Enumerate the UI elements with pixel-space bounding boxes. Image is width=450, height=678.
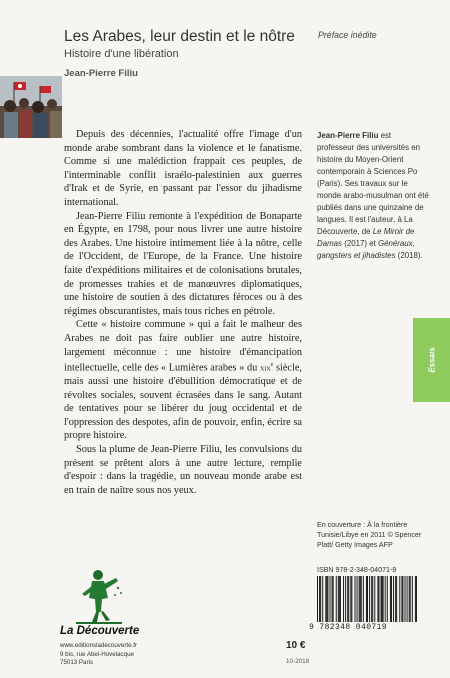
barcode-bar (319, 576, 320, 622)
barcode-bar (366, 576, 367, 622)
barcode-bar (402, 576, 403, 622)
barcode-bar (399, 576, 400, 622)
publisher-address (60, 642, 137, 668)
summary-text (64, 128, 302, 497)
barcode-bar (332, 576, 333, 622)
sower-logo-icon (68, 568, 130, 626)
barcode-bar (359, 576, 360, 622)
barcode-bar (345, 576, 346, 622)
barcode-bar (412, 576, 413, 622)
barcode-bar (378, 576, 379, 622)
collection-label: Essais (427, 347, 436, 373)
book-reference: Généraux, gangsters et jihadistes (317, 239, 415, 260)
barcode-bar (327, 576, 328, 622)
barcode-bar (357, 576, 358, 622)
barcode-bar (330, 576, 331, 622)
summary-paragraph: Sous la plume de Jean-Pierre Filiu, les convulsions du présent se prêtent alors à une autre lecture, remplie d'espoir : dans la tragédie, un nouveau monde arabe est en train de naître sous nos yeux. (64, 444, 302, 496)
barcode-bar (401, 576, 402, 622)
barcode-bar (322, 576, 323, 622)
barcode-bar (347, 576, 348, 622)
barcode (317, 576, 417, 622)
barcode-bar (369, 576, 370, 622)
publisher-street: 9 bis, rue Abel-Hovelacque (60, 650, 134, 658)
book-reference: Le Miroir de Damas (317, 227, 415, 248)
cover-credit: En couverture : À la frontière Tunisie/Libye en 2011 © Spencer Platt/ Getty Images AFP (317, 521, 422, 550)
barcode-bar (409, 576, 410, 622)
barcode-bar (407, 576, 408, 622)
barcode-bar (360, 576, 361, 622)
barcode-bar (393, 576, 394, 622)
author-name: Jean-Pierre Filiu (64, 68, 138, 79)
barcode-bar (348, 576, 349, 622)
barcode-bar (339, 576, 340, 622)
barcode-bar (326, 576, 327, 622)
barcode-bar (395, 576, 396, 622)
barcode-bar (381, 576, 382, 622)
barcode-bar (361, 576, 362, 622)
barcode-bar (391, 576, 392, 622)
barcode-bar (385, 576, 386, 622)
barcode-bar (367, 576, 368, 622)
author-bio: Jean-Pierre Filiu est professeur des universités en histoire du Moyen-Orient contemporain à Sciences Po (Paris). Ses travaux sur le monde arabo-musulman ont été publiés dans une quinzaine de langues. Il est l'auteur, à La Découverte, de Le Miroir de Damas (2017) et Généraux, gangsters et jihadistes (2018). (317, 131, 429, 260)
barcode-bar (320, 576, 321, 622)
preface-tag: Préface inédite (318, 30, 377, 40)
barcode-bar (350, 576, 351, 622)
barcode-bar (383, 576, 384, 622)
summary-paragraph: Depuis des décennies, l'actualité offre l'image d'un monde arabe sombrant dans la violence et le fanatisme. Comme si une malédiction frappait ces peuples, de l'interminable conflit israélo-palestinien aux guerres d'Irak et de Syrie, en passant par l'essor du jihadisme international. (64, 129, 302, 208)
price-code: 10-2018 (286, 658, 310, 665)
barcode-bar (336, 576, 337, 622)
barcode-bar (325, 576, 326, 622)
barcode-bar (396, 576, 397, 622)
barcode-bar (387, 576, 388, 622)
barcode-bar (405, 576, 406, 622)
barcode-bar (372, 576, 373, 622)
publisher-website: www.editionsladecouverte.fr (60, 642, 138, 649)
barcode-bar (343, 576, 344, 622)
barcode-bar (374, 576, 375, 622)
isbn: ISBN 978-2-348-04071-9 (317, 566, 397, 574)
barcode-bar (340, 576, 341, 622)
barcode-bar (382, 576, 383, 622)
publisher-name: La Découverte (60, 625, 140, 637)
barcode-bar (390, 576, 391, 622)
summary-paragraph: Jean-Pierre Filiu remonte à l'expédition de Bonaparte en Égypte, en 1798, pour nous livrer une autre histoire des Arabes. Une histoire intimement liée à la nôtre, celle de l'Occident, de l'Europe, de la France. Une histoire faite d'expéditions militaires et de colonisations brutales, de promesses trahies et de manœuvres diplomatiques, une histoire de soutien à des dictatures féroces ou à des régimes obscurantistes, mais tous riches en pétrole. (64, 210, 302, 317)
barcode-bar (338, 576, 339, 622)
barcode-bar (377, 576, 378, 622)
book-title: Les Arabes, leur destin et le nôtre (64, 28, 295, 45)
book-subtitle: Histoire d'une libération (64, 48, 179, 60)
barcode-bar (351, 576, 352, 622)
barcode-digits: 9 782348 040719 (309, 623, 388, 632)
cover-photo (0, 76, 62, 138)
barcode-bar (371, 576, 372, 622)
bio-author-name: Jean-Pierre Filiu (317, 131, 379, 140)
publisher-city: 75013 Paris (60, 659, 94, 667)
barcode-bar (355, 576, 356, 622)
price: 10 € (286, 640, 306, 651)
barcode-bar (317, 576, 318, 622)
collection-tab (413, 318, 450, 402)
barcode-bar (410, 576, 411, 622)
summary-paragraph: Cette « histoire commune » qui a fait le malheur des Arabes ne doit pas faire oublier une autre histoire, largement méconnue : une histoire d'émancipation intellectuelle, celle des « Lumières arabes » du xix$^e$ siècle, mais aussi une histoire d'ébullition démocratique et de révoltes sociales, souvent écrasées dans le sang. Autant de tentatives pour se libérer du joug occidental et de l'oppression des despotes, afin de pouvoir, enfin, écrire sa propre histoire. (64, 319, 302, 442)
barcode-bar (333, 576, 334, 622)
barcode-bar (363, 576, 364, 622)
barcode-bar (416, 576, 417, 622)
barcode-bar (415, 576, 416, 622)
